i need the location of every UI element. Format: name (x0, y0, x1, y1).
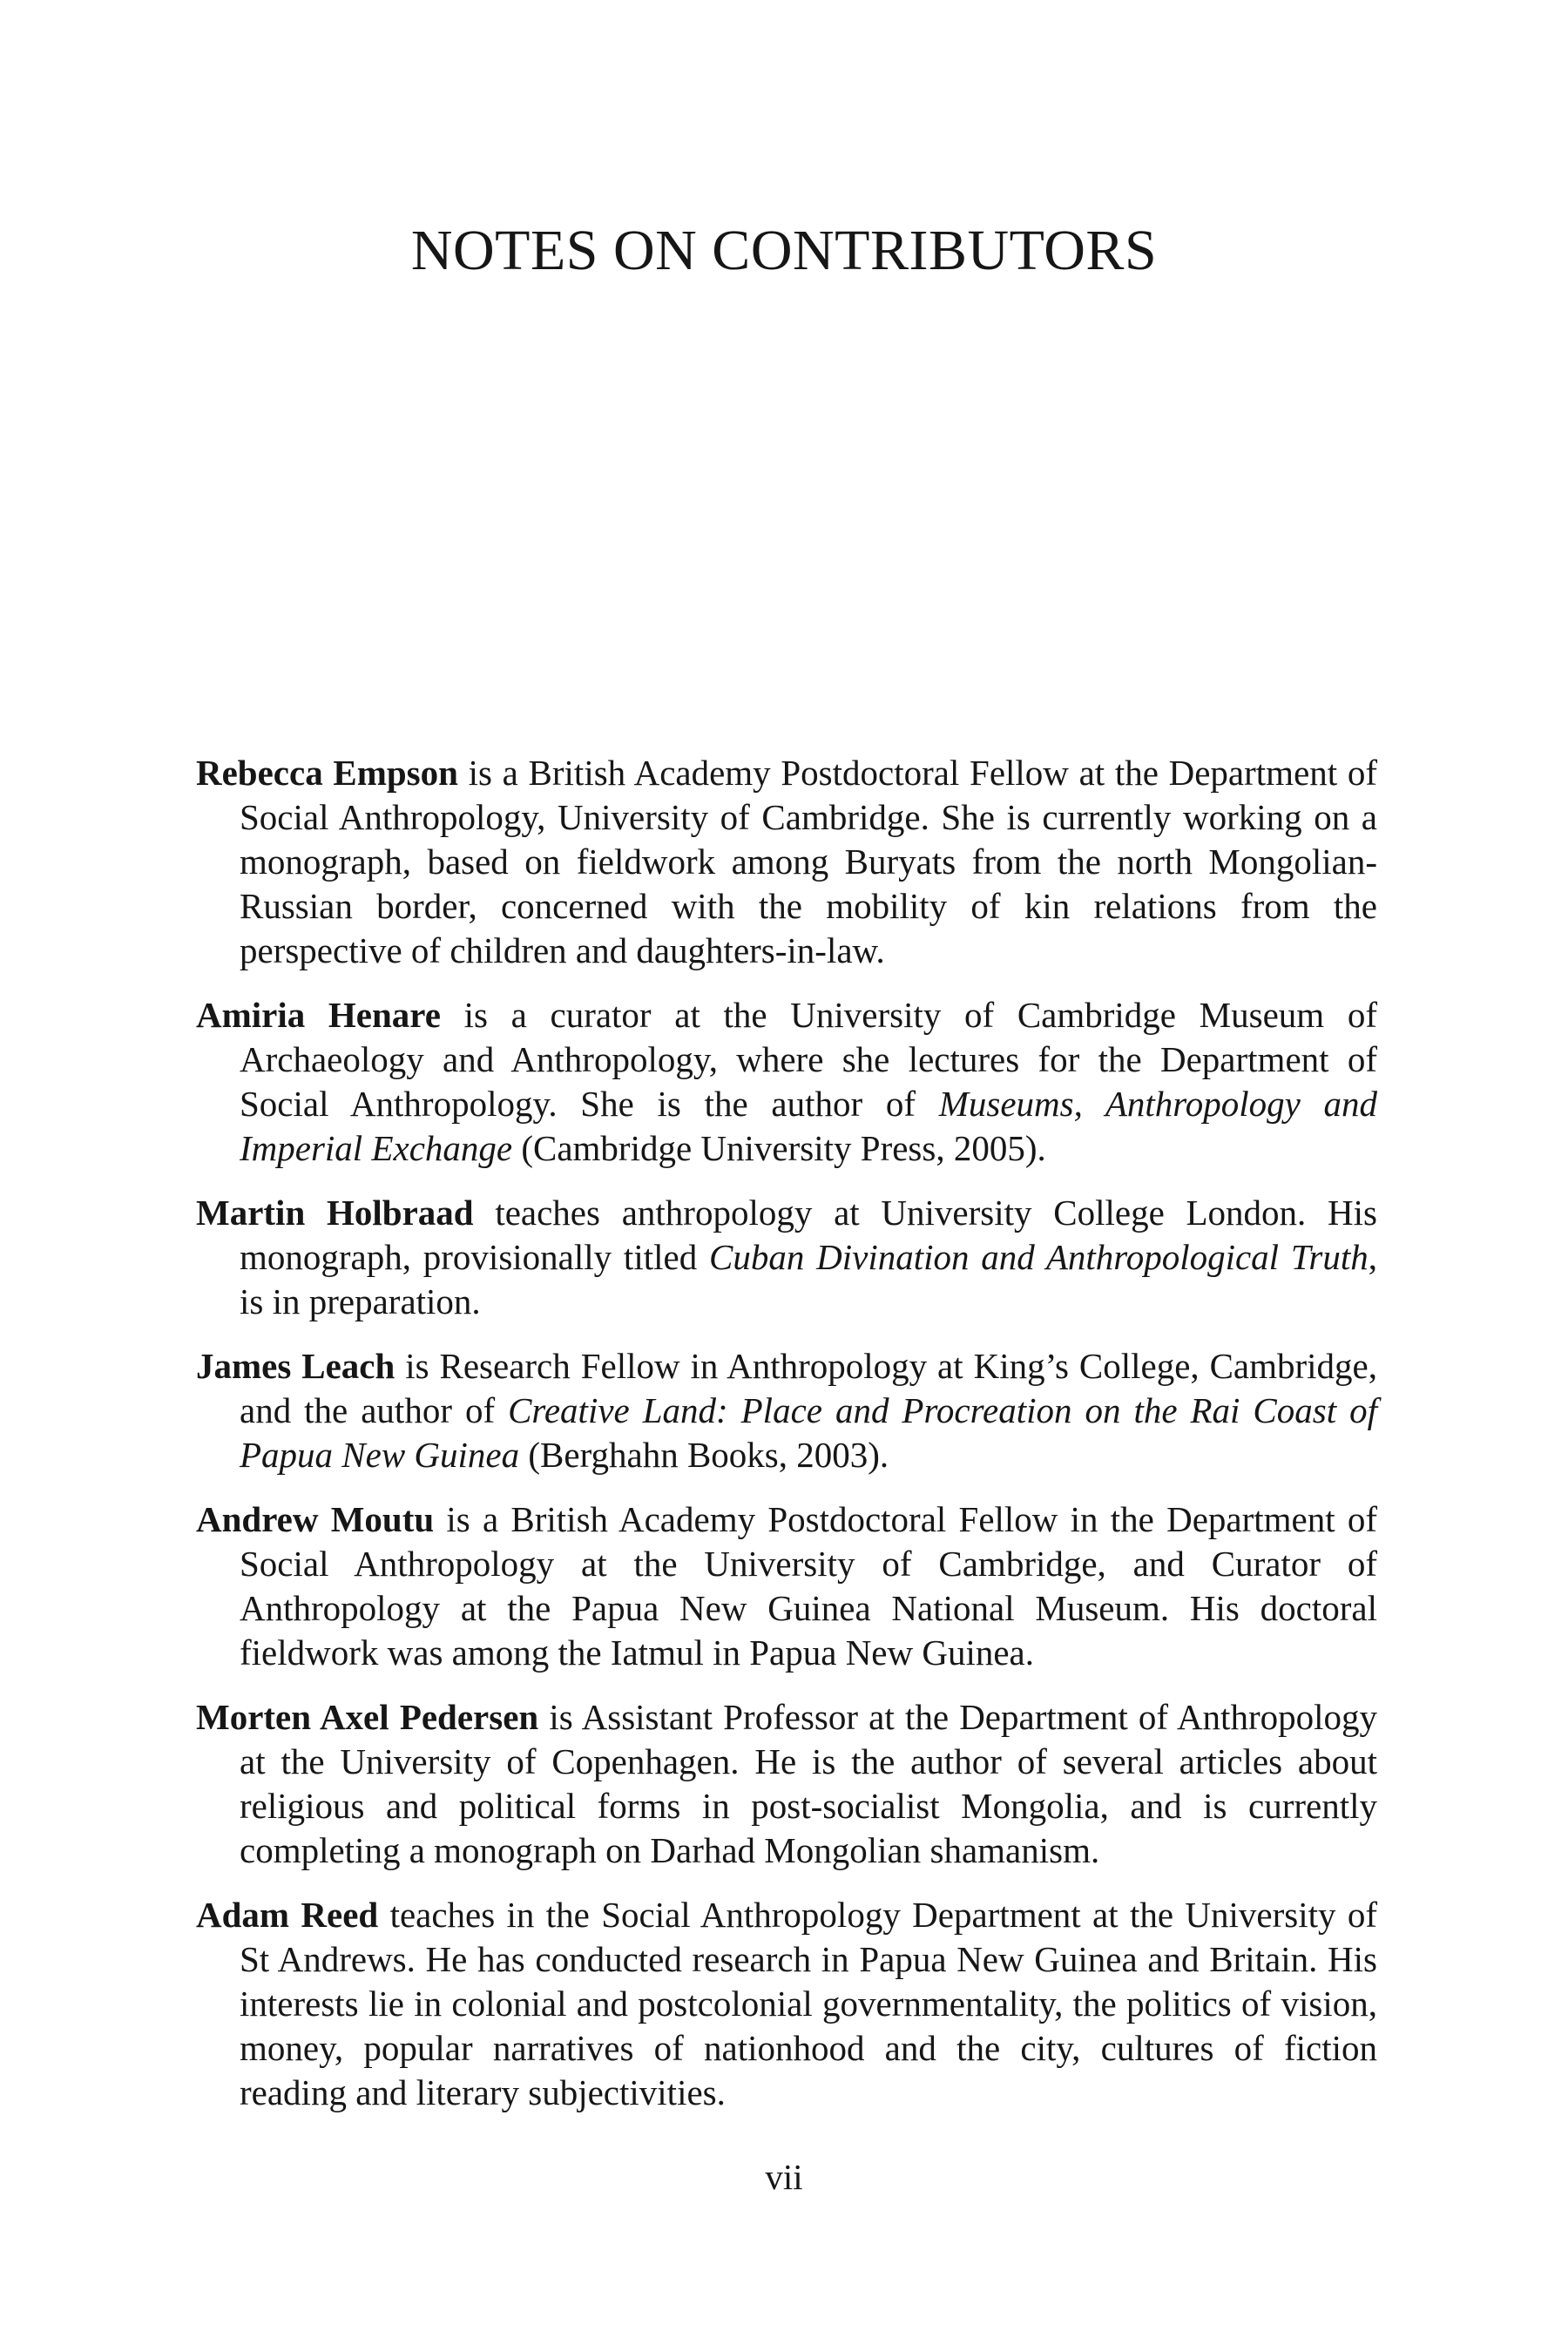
contributor-name: Andrew Moutu (196, 1499, 435, 1539)
contributor-list (196, 751, 1377, 2135)
contributor-name: James Leach (196, 1346, 395, 1386)
contributor-entry-reed (196, 1893, 1377, 2115)
contributor-bio-end: (Cambridge University Press, 2005). (512, 1128, 1046, 1168)
contributor-name: Martin Holbraad (196, 1193, 474, 1233)
contributor-entry-moutu (196, 1497, 1377, 1675)
contributor-entry-pedersen (196, 1695, 1377, 1873)
contributor-entry-empson (196, 751, 1377, 973)
contributor-bio-end: , is in preparation. (240, 1237, 1377, 1321)
contributor-bio: is Research Fellow in Anthropology at King’s College, Cambridge, and the author of (240, 1346, 1378, 1430)
contributor-entry-henare (196, 993, 1377, 1171)
page-title: NOTES ON CONTRIBUTORS (410, 219, 1158, 282)
contributor-bio: teaches in the Social Anthropology Department at the University of St Andrews. He has conducted research in Papua New Guinea and Britain. His interests lie in colonial and postcolonial governmentality, the politics of vision, money, popular narratives of nationhood and the city, cultures of fiction reading and literary subjectivities. (240, 1895, 1377, 2112)
contributor-bio: is a British Academy Postdoctoral Fellow in the Department of Social Anthropology at the University of Cambridge, and Curator of Anthropology at the Papua New Guinea National Museum. His doctoral fieldwork was among the Iatmul in Papua New Guinea. (240, 1499, 1377, 1673)
contributor-name: Amiria Henare (196, 995, 441, 1035)
contributor-name: Morten Axel Pedersen (196, 1697, 539, 1737)
publication-title: Creative Land: Place and Procreation on the Rai Coast of Papua New Guinea (240, 1390, 1377, 1475)
contributor-bio-end: (Berghahn Books, 2003). (519, 1435, 889, 1475)
contributor-bio: is Assistant Professor at the Department of Anthropology at the University of Copenhagen. He is the author of several articles about religious and political forms in post-socialist Mongolia, and is currently completing a monograph on Darhad Mongolian shamanism. (240, 1697, 1377, 1870)
contributor-entry-leach (196, 1344, 1377, 1477)
contributor-entry-holbraad (196, 1191, 1377, 1324)
contributor-bio: teaches anthropology at University College London. His monograph, provisionally titled (240, 1193, 1377, 1277)
contributor-bio: is a curator at the University of Cambridge Museum of Archaeology and Anthropology, where she lectures for the Department of Social Anthropology. She is the author of (240, 995, 1377, 1124)
contributor-bio: is a British Academy Postdoctoral Fellow at the Department of Social Anthropology, University of Cambridge. She is currently working on a monograph, based on fieldwork among Buryats from the north Mongolian-Russian border, concerned with the mobility of kin relations from the perspective of children and daughters-in-law. (240, 753, 1377, 970)
contributor-name: Rebecca Empson (196, 753, 458, 793)
publication-title: Cuban Divination and Anthropological Truth (708, 1237, 1369, 1277)
publication-title: Museums, Anthropology and Imperial Exchange (240, 1084, 1377, 1168)
contributor-name: Adam Reed (196, 1895, 379, 1935)
page-number: vii (765, 2157, 803, 2197)
